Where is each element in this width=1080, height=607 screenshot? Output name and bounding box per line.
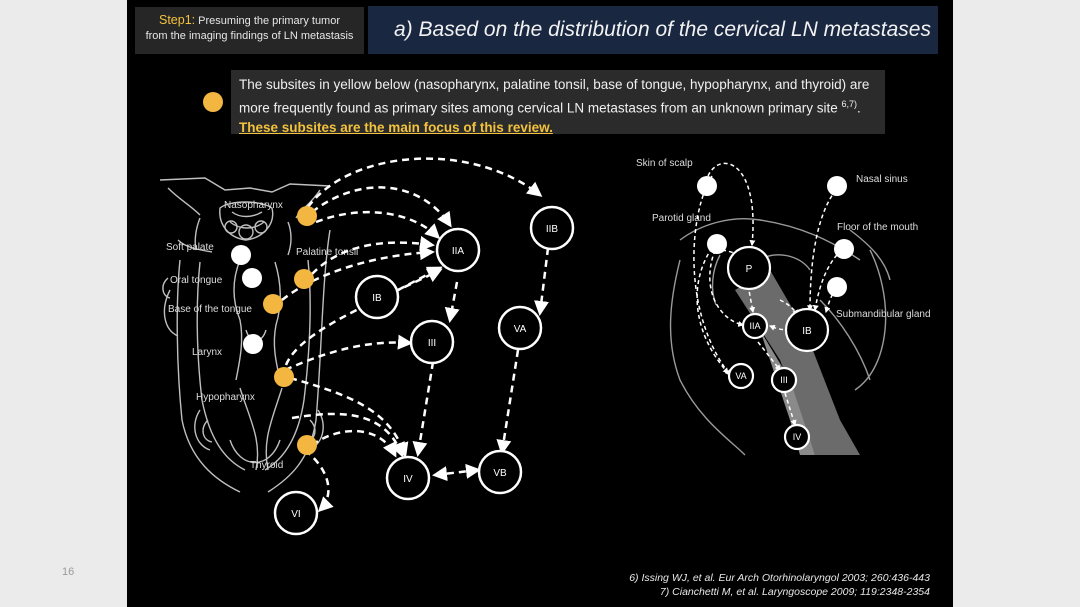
right-node-p-label: P xyxy=(745,264,753,275)
note-superscript: 6,7) xyxy=(841,98,858,109)
label-nasal-sinus: Nasal sinus xyxy=(856,174,908,185)
node-iib-label: IIB xyxy=(545,224,559,235)
label-palatine-tonsil: Palatine tonsil xyxy=(296,247,359,258)
dot-floor-of-mouth xyxy=(834,239,854,259)
note-text-part1: The subsites in yellow below (nasopharynx, palatine tonsil, base of tongue, hypopharynx, and thyroid) are more frequently found as primary sites among cervical LN metastases from an unknown primary site xyxy=(239,77,870,115)
label-larynx: Larynx xyxy=(192,347,223,358)
right-node-ib-label: IB xyxy=(802,326,812,337)
right-site-dots xyxy=(697,176,854,297)
label-parotid-gland: Parotid gland xyxy=(652,213,711,224)
node-iv-label: IV xyxy=(403,474,413,485)
label-oral-tongue: Oral tongue xyxy=(170,275,223,286)
note-focus-text: These subsites are the main focus of this review. xyxy=(239,119,553,135)
node-iia-label: IIA xyxy=(451,246,465,257)
dot-base-of-tongue xyxy=(263,294,283,314)
dot-larynx xyxy=(243,334,263,354)
node-ib-label: IB xyxy=(372,293,382,304)
reference-6: 6) Issing WJ, et al. Eur Arch Otorhinolaryngol 2003; 260:436-443 xyxy=(629,572,930,584)
label-submandibular-gland: Submandibular gland xyxy=(836,309,931,320)
dot-oral-tongue xyxy=(242,268,262,288)
right-node-iia-label: IIA xyxy=(749,321,761,331)
label-base-of-tongue: Base of the tongue xyxy=(168,304,252,315)
node-va-label: VA xyxy=(513,324,527,335)
slide-title-text: a) Based on the distribution of the cervical LN metastases xyxy=(394,18,931,41)
dot-thyroid xyxy=(297,435,317,455)
dot-skin-of-scalp xyxy=(697,176,717,196)
node-vi-label: VI xyxy=(291,509,301,520)
dot-nasopharynx xyxy=(297,206,317,226)
node-vb-label: VB xyxy=(493,468,507,479)
dot-palatine-tonsil xyxy=(294,269,314,289)
left-site-dots xyxy=(231,206,317,455)
label-skin-of-scalp: Skin of scalp xyxy=(636,158,693,169)
note-text-part2: . xyxy=(857,100,861,115)
label-thyroid: Thyroid xyxy=(250,460,284,471)
right-node-iv-label: IV xyxy=(792,432,802,442)
step-text-line2: from the imaging findings of LN metastasis xyxy=(145,30,354,42)
dot-submandibular-gland xyxy=(827,277,847,297)
reference-7: 7) Cianchetti M, et al. Laryngoscope 2009; 119:2348-2354 xyxy=(659,586,930,598)
dot-parotid-gland xyxy=(707,234,727,254)
label-hypopharynx: Hypopharynx xyxy=(196,392,255,403)
right-node-va-label: VA xyxy=(735,371,747,381)
label-nasopharynx: Nasopharynx xyxy=(224,200,283,211)
step-label: Step1: xyxy=(158,13,196,27)
page-number: 16 xyxy=(62,566,75,578)
node-iii-label: III xyxy=(427,338,437,349)
step-text-line1: Presuming the primary tumor xyxy=(195,15,341,27)
right-head-illustration xyxy=(671,219,890,455)
dot-hypopharynx xyxy=(274,367,294,387)
right-node-iii-label: III xyxy=(780,375,788,385)
dot-nasal-sinus xyxy=(827,176,847,196)
dot-soft-palate xyxy=(231,245,251,265)
label-soft-palate: Soft palate xyxy=(166,242,214,253)
label-floor-of-mouth: Floor of the mouth xyxy=(837,222,919,233)
